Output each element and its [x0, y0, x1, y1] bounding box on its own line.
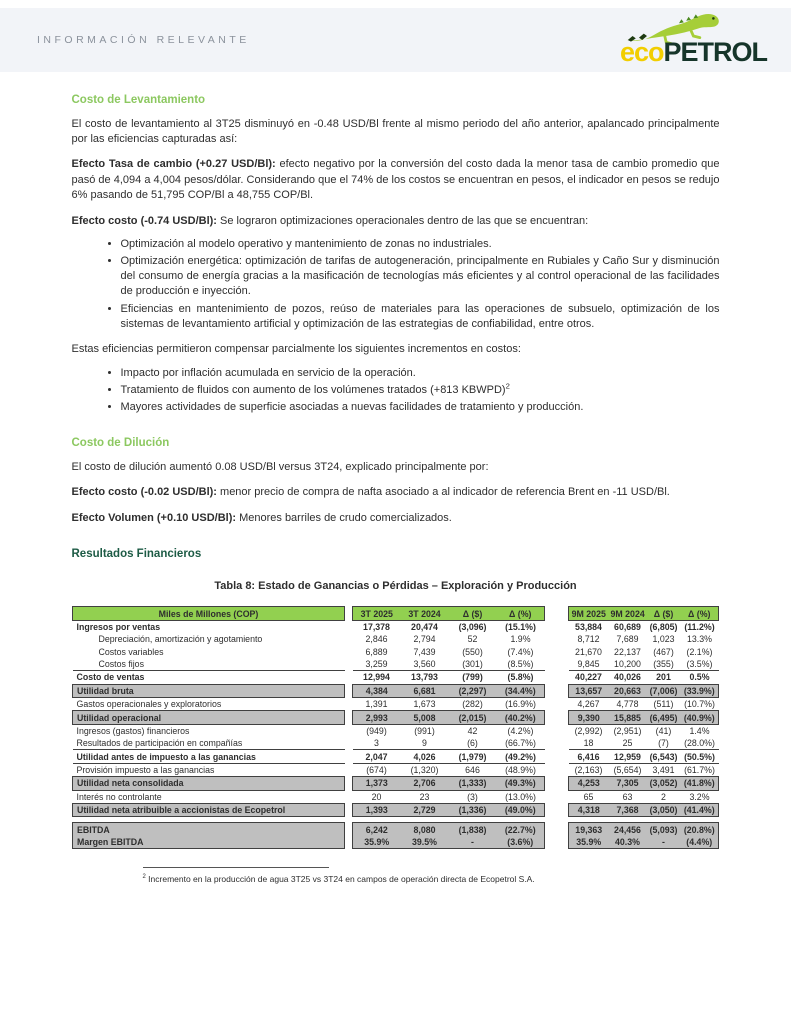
table-row: Utilidad antes de impuesto a las ganancias 2,047 4,026 (1,979) (49.2%) 6,416 12,959 (6,543) (50.5%) — [73, 750, 719, 763]
info-relevante-label: INFORMACIÓN RELEVANTE — [37, 34, 250, 46]
document-body — [72, 94, 720, 884]
paragraph-efecto-volumen: Efecto Volumen (+0.10 USD/Bl): Menores barriles de crudo comercializados. — [71, 512, 452, 525]
logo-wordmark — [620, 37, 767, 68]
section-heading-costo-dilucion: Costo de Dilución — [71, 437, 170, 450]
list-item: • Optimización al modelo operativo y mantenimiento de zonas no industriales. — [121, 237, 720, 252]
table-row: Ingresos (gastos) financieros (949) (991) 42 (4.2%) (2,992) (2,951) (41) 1.4% — [76, 725, 710, 736]
efecto-costo-lead: Efecto costo (-0.74 USD/Bl): — [71, 214, 217, 227]
logo-text-eco: eco — [619, 37, 664, 67]
efecto-tasa-cambio-lead: Efecto Tasa de cambio (+0.27 USD/Bl): — [71, 158, 276, 171]
column-header: Δ ($) — [449, 607, 497, 620]
list-item: • Mayores actividades de superficie asociadas a nuevas facilidades de tratamiento y producción. — [121, 400, 720, 415]
header-band — [0, 8, 791, 72]
table-row: EBITDA 6,242 8,080 (1,838) (22.7%) 19,363 24,456 (5,093) (20.8%) — [73, 823, 719, 836]
logo-text-petrol: PETROL — [663, 37, 767, 67]
table-row: Ingresos por ventas 17,378 20,474 (3,096) (15.1%) 53,884 60,689 (6,805) (11.2%) — [76, 621, 715, 632]
footnote-rule — [143, 867, 329, 868]
table-row: Utilidad operacional 2,993 5,008 (2,015) (40.2%) 9,390 15,885 (6,495) (40.9%) — [73, 711, 719, 724]
table-row: Provisión impuesto a las ganancias (674) (1,320) 646 (48.9%) (2,163) (5,654) 3,491 (61.7%) — [76, 765, 715, 776]
financials-table — [72, 606, 719, 849]
table-title: Tabla 8: Estado de Ganancias o Pérdidas – Exploración y Producción — [214, 580, 577, 593]
table-row: Gastos operacionales y exploratorios 1,391 1,673 (282) (16.9%) 4,267 4,778 (511) (10.7%) — [76, 699, 715, 710]
list-item: • Eficiencias en mantenimiento de pozos, reúso de materiales para las operaciones de subsuelo, optimización de los sistemas de levantamiento artificial y optimización de las estrategias de confiabilidad, entre otros. — [121, 302, 720, 332]
footnote-marker: 2 — [505, 381, 510, 391]
table-header-row — [73, 607, 719, 620]
table-row: Costos fijos 3,259 3,560 (301) (8.5%) 9,845 10,200 (355) (3.5%) — [98, 659, 713, 670]
section-heading-resultados-financieros: Resultados Financieros — [71, 548, 202, 561]
table-row: Interés no controlante 20 23 (3) (13.0%) 65 63 2 3.2% — [76, 791, 710, 802]
column-header: 9M 2025 — [569, 607, 609, 620]
list-item: • Tratamiento de fluidos con aumento de los volúmenes tratados (+813 KBWPD)$^2$ — [121, 383, 720, 398]
section-heading-costo-levantamiento: Costo de Levantamiento — [71, 94, 206, 106]
table-row: Costos variables 6,889 7,439 (550) (7.4%) 21,670 22,137 (467) (2.1%) — [98, 646, 713, 657]
document-page — [0, 8, 791, 1032]
paragraph-efecto-costo-2: Efecto costo (-0.02 USD/Bl): menor precio de compra de nafta asociado a al indicador de referencia Brent en -11 USD/Bl. — [71, 486, 670, 499]
efecto-volumen-lead: Efecto Volumen (+0.10 USD/Bl): — [71, 512, 237, 525]
paragraph-efecto-tasa-cambio: Efecto Tasa de cambio (+0.27 USD/Bl): efecto negativo por la conversión del costo dada la menor tasa de cambio promedio que pasó de 4,094 a 4,004 pesos/dólar. Considerando que el 74% de los costos se encuentran en pesos, el indicador en pesos se redujo 6% pasando de 51,795 COP/Bl a 48,755 COP/Bl. — [71, 158, 720, 201]
paragraph-incrementos-intro: Estas eficiencias permitieron compensar parcialmente los siguientes incrementos en costos: — [71, 343, 521, 356]
table-row: Costo de ventas 12,994 13,793 (799) (5.8%) 40,227 40,026 201 0.5% — [73, 671, 719, 684]
table-row: Utilidad bruta 4,384 6,681 (2,297) (34.4%) 13,657 20,663 (7,006) (33.9%) — [73, 684, 719, 697]
table-row: Resultados de participación en compañías 3 9 (6) (66.7%) 18 25 (7) (28.0%) — [76, 738, 715, 749]
column-header: Δ (%) — [497, 607, 545, 620]
table-row: Utilidad neta consolidada 1,373 2,706 (1,333) (49.3%) 4,253 7,305 (3,052) (41.8%) — [73, 777, 719, 790]
column-header-label: Miles de Millones (COP) — [73, 607, 345, 620]
paragraph-levantamiento-intro: El costo de levantamiento al 3T25 disminuyó en -0.48 USD/Bl frente al mismo periodo del año anterior, apalancado principalmente por las eficiencias capturadas así: — [71, 117, 720, 145]
ecopetrol-logo — [617, 10, 767, 70]
paragraph-efecto-costo-1: Efecto costo (-0.74 USD/Bl): Se lograron optimizaciones operacionales dentro de las que se encuentran: — [71, 214, 589, 227]
column-header: Δ ($) — [647, 607, 681, 620]
column-header: Δ (%) — [681, 607, 719, 620]
list-item: • Optimización energética: optimización de tarifas de autogeneración, principalmente en Rubiales y Caño Sur y disminución del consumo de energía gracias a la masificación de tecnologías más eficientes y al control operacional de las facilidades de producción e inyección. — [121, 254, 720, 300]
footnote-marker: 2 — [142, 874, 146, 881]
efecto-costo-2-lead: Efecto costo (-0.02 USD/Bl): — [71, 486, 217, 499]
table-row: Depreciación, amortización y agotamiento 2,846 2,794 52 1.9% 8,712 7,689 1,023 13.3% — [98, 634, 712, 645]
table-row: Utilidad neta atribuible a accionistas de Ecopetrol 1,393 2,729 (1,336) (49.0%) 4,318 7,368 (3,050) (41.4%) — [73, 803, 719, 816]
column-header: 3T 2024 — [401, 607, 449, 620]
column-header: 3T 2025 — [353, 607, 401, 620]
column-header: 9M 2024 — [610, 608, 645, 619]
list-item: • Impacto por inflación acumulada en servicio de la operación. — [121, 366, 720, 381]
bullet-list-eficiencias — [72, 237, 720, 332]
bullet-list-incrementos — [72, 366, 720, 416]
table-row: Margen EBITDA 35.9% 39.5% - (3.6%) 35.9% 40.3% - (4.4%) — [73, 836, 719, 849]
paragraph-dilucion-intro: El costo de dilución aumentó 0.08 USD/Bl versus 3T24, explicado principalmente por: — [71, 460, 489, 473]
footnote: $^2$ Incremento en la producción de agua 3T25 vs 3T24 en campos de operación directa de Ecopetrol S.A. — [142, 874, 535, 885]
